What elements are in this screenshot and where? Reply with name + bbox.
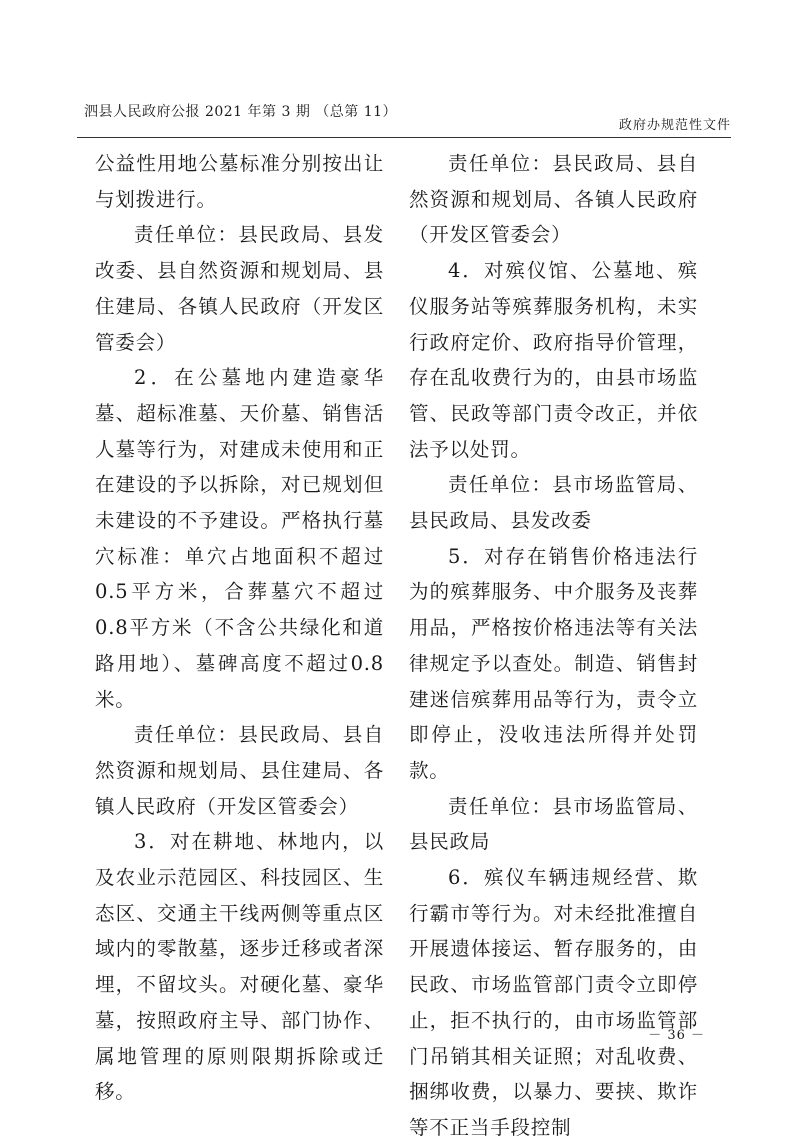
paragraph: 责任单位：县市场监管局、县民政局 bbox=[409, 794, 698, 854]
paragraph: 4．对殡仪馆、公墓地、殡仪服务站等殡葬服务机构，未实行政府定价、政府指导价管理，存在乱收费行为的，由县市场监管、民政等部门责令改正，并依法予以处罚。 bbox=[409, 259, 698, 461]
paragraph: 公益性用地公墓标准分别按出让与划拨进行。 bbox=[95, 152, 384, 211]
paragraph: 责任单位：县民政局、县自然资源和规划局、各镇人民政府（开发区管委会） bbox=[409, 152, 698, 247]
paragraph: 责任单位：县民政局、县发改委、县自然资源和规划局、县住建局、各镇人民政府（开发区管委会） bbox=[95, 223, 384, 354]
paragraph: 5．对存在销售价格违法行为的殡葬服务、中介服务及丧葬用品，严格按价格违法等有关法律规定予以查处。制造、销售封建迷信殡葬用品等行为，责令立即停止，没收违法所得并处罚款。 bbox=[409, 544, 698, 782]
header-publication-title: 泗县人民政府公报 2021 年第 3 期 （总第 11） bbox=[84, 104, 398, 120]
paragraph: 2．在公墓地内建造豪华墓、超标准墓、天价墓、销售活人墓等行为，对建成未使用和正在建设的予以拆除，对已规划但未建设的不予建设。严格执行墓穴标准：单穴占地面积不超过0.5平方米，合葬墓穴不超过0.8平方米（不含公共绿化和道路用地）、墓碑高度不超过0.8米。 bbox=[95, 366, 384, 711]
header-section-label: 政府办规范性文件 bbox=[618, 118, 731, 133]
paragraph: 3．对在耕地、林地内，以及农业示范园区、科技园区、生态区、交通主干线两侧等重点区域内的零散墓，逐步迁移或者深埋，不留坟头。对硬化墓、豪华墓，按照政府主导、部门协作、属地管理的原则限期拆除或迁移。 bbox=[95, 830, 384, 1104]
page-number: － 36 － bbox=[648, 1028, 705, 1043]
left-column bbox=[95, 146, 384, 1110]
right-column bbox=[409, 146, 698, 1146]
paragraph: 责任单位：县市场监管局、县民政局、县发改委 bbox=[409, 473, 698, 533]
paragraph: 6．殡仪车辆违规经营、欺行霸市等行为。对未经批准擅自开展遗体接运、暂存服务的，由民政、市场监管部门责令立即停止，拒不执行的，由市场监管部门吊销其相关证照；对乱收费、捆绑收费，以暴力、要挟、欺诈等不正当手段控制 bbox=[409, 866, 698, 1139]
header-divider bbox=[77, 137, 731, 138]
paragraph: 责任单位：县民政局、县自然资源和规划局、县住建局、各镇人民政府（开发区管委会） bbox=[95, 723, 384, 818]
